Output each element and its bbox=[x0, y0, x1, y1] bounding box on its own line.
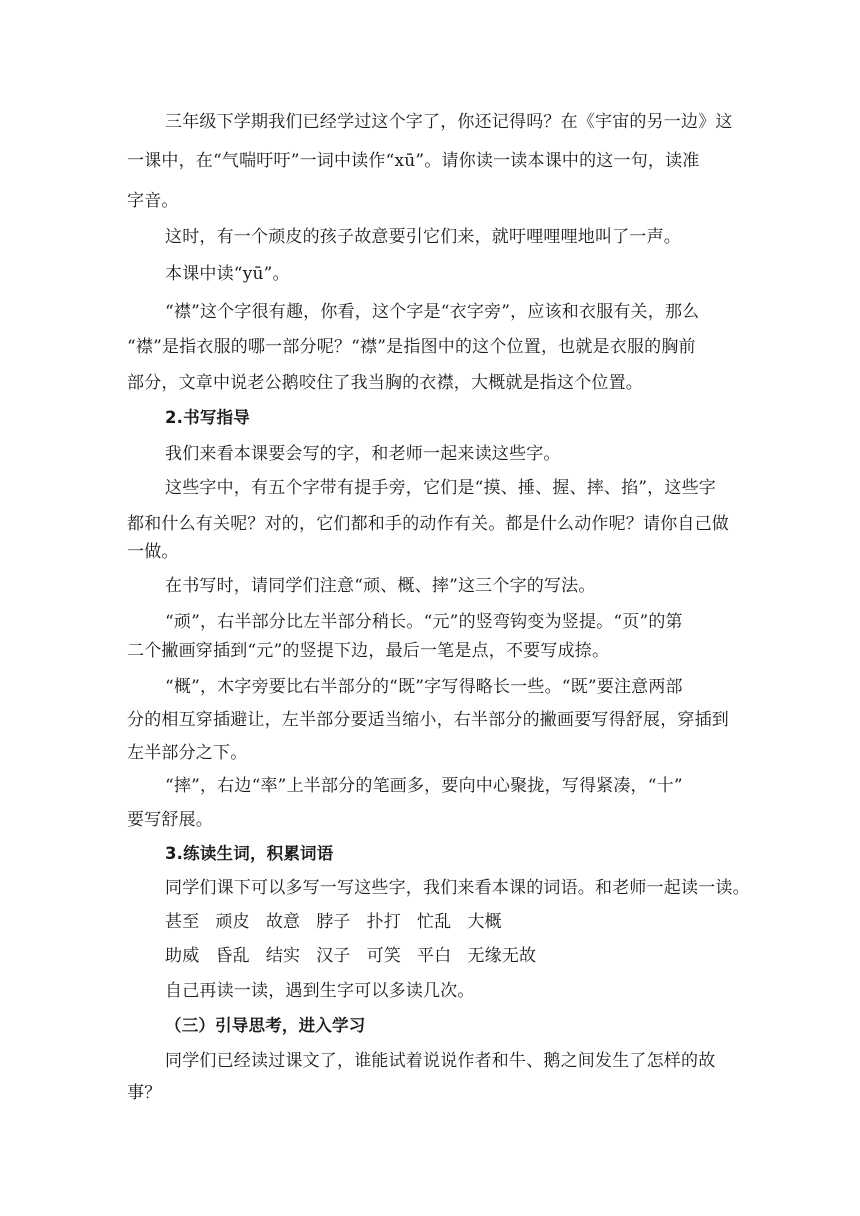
paragraph-line: 自己再读一读，遇到生字可以多读几次。 bbox=[165, 981, 475, 1001]
paragraph-line: 分的相互穿插避让，左半部分要适当缩小，右半部分的撇画要写得舒展，穿插到 bbox=[127, 710, 729, 730]
vocab-word: 忙乱 bbox=[417, 912, 452, 932]
paragraph-line: 部分，文章中说老公鹅咬住了我当胸的衣襟，大概就是指这个位置。 bbox=[127, 373, 643, 393]
vocabulary-row bbox=[165, 911, 518, 933]
paragraph-line: 事？ bbox=[127, 1083, 162, 1103]
paragraph-line: 三年级下学期我们已经学过这个字了，你还记得吗？在《宇宙的另一边》这 bbox=[165, 112, 733, 132]
paragraph-line: 同学们课下可以多写一写这些字，我们来看本课的词语。和老师一起读一读。 bbox=[165, 878, 750, 898]
vocab-word: 助威 bbox=[165, 946, 200, 966]
vocab-word: 平白 bbox=[417, 946, 452, 966]
paragraph-line: 都和什么有关呢？对的，它们都和手的动作有关。都是什么动作呢？请你自己做 bbox=[127, 514, 729, 534]
paragraph-line: “顽”，右半部分比左半部分稍长。“元”的竖弯钩变为竖提。“页”的第 bbox=[165, 612, 683, 632]
vocab-word: 故意 bbox=[265, 912, 301, 932]
paragraph-line: “摔”，右边“率”上半部分的笔画多，要向中心聚拢，写得紧凑，“十” bbox=[165, 776, 683, 796]
paragraph-line: “概”，木字旁要比右半部分的“既”字写得略长一些。“既”要注意两部 bbox=[165, 677, 683, 697]
vocab-word: 大概 bbox=[467, 912, 502, 932]
paragraph-line: 这些字中，有五个字带有提手旁，它们是“摸、捶、握、摔、掐”，这些字 bbox=[165, 478, 716, 498]
vocab-word: 汉子 bbox=[316, 946, 351, 966]
paragraph-line: 左半部分之下。 bbox=[127, 743, 248, 763]
paragraph-line: 字音。 bbox=[127, 191, 179, 211]
paragraph-line: 要写舒展。 bbox=[127, 810, 213, 830]
vocab-word: 顽皮 bbox=[215, 912, 250, 932]
vocab-word: 昏乱 bbox=[215, 946, 250, 966]
paragraph-line: 我们来看本课要会写的字，和老师一起来读这些字。 bbox=[165, 444, 561, 464]
vocab-word: 脖子 bbox=[316, 912, 351, 932]
section-heading: 2.书写指导 bbox=[165, 408, 250, 427]
vocab-word: 无缘无故 bbox=[467, 946, 537, 966]
vocab-word: 结实 bbox=[265, 946, 301, 966]
paragraph-line: 一课中，在“气喘吁吁”一词中读作“xū”。请你读一读本课中的这一句，读准 bbox=[127, 151, 700, 171]
paragraph-line: 二个撇画穿插到“元”的竖提下边，最后一笔是点，不要写成捺。 bbox=[127, 641, 610, 661]
paragraph-line: 在书写时，请同学们注意“顽、概、摔”这三个字的写法。 bbox=[165, 576, 596, 596]
paragraph-line: 这时，有一个顽皮的孩子故意要引它们来，就吁哩哩哩地叫了一声。 bbox=[165, 227, 681, 247]
section-heading: 3.练读生词，积累词语 bbox=[165, 844, 334, 863]
vocab-word: 扑打 bbox=[366, 912, 402, 932]
paragraph-line: 本课中读“yū”。 bbox=[165, 264, 290, 284]
paragraph-line: 同学们已经读过课文了，谁能试着说说作者和牛、鹅之间发生了怎样的故 bbox=[165, 1051, 716, 1071]
vocab-word: 甚至 bbox=[165, 912, 200, 932]
paragraph-line: “襟”这个字很有趣，你看，这个字是“衣字旁”，应该和衣服有关，那么 bbox=[165, 302, 700, 322]
vocab-word: 可笑 bbox=[366, 946, 402, 966]
paragraph-line: “襟”是指衣服的哪一部分呢？“襟”是指图中的这个位置，也就是衣服的胸前 bbox=[127, 337, 696, 357]
paragraph-line: 一做。 bbox=[127, 542, 179, 562]
section-heading: （三）引导思考，进入学习 bbox=[165, 1016, 366, 1035]
vocabulary-row bbox=[165, 945, 552, 967]
